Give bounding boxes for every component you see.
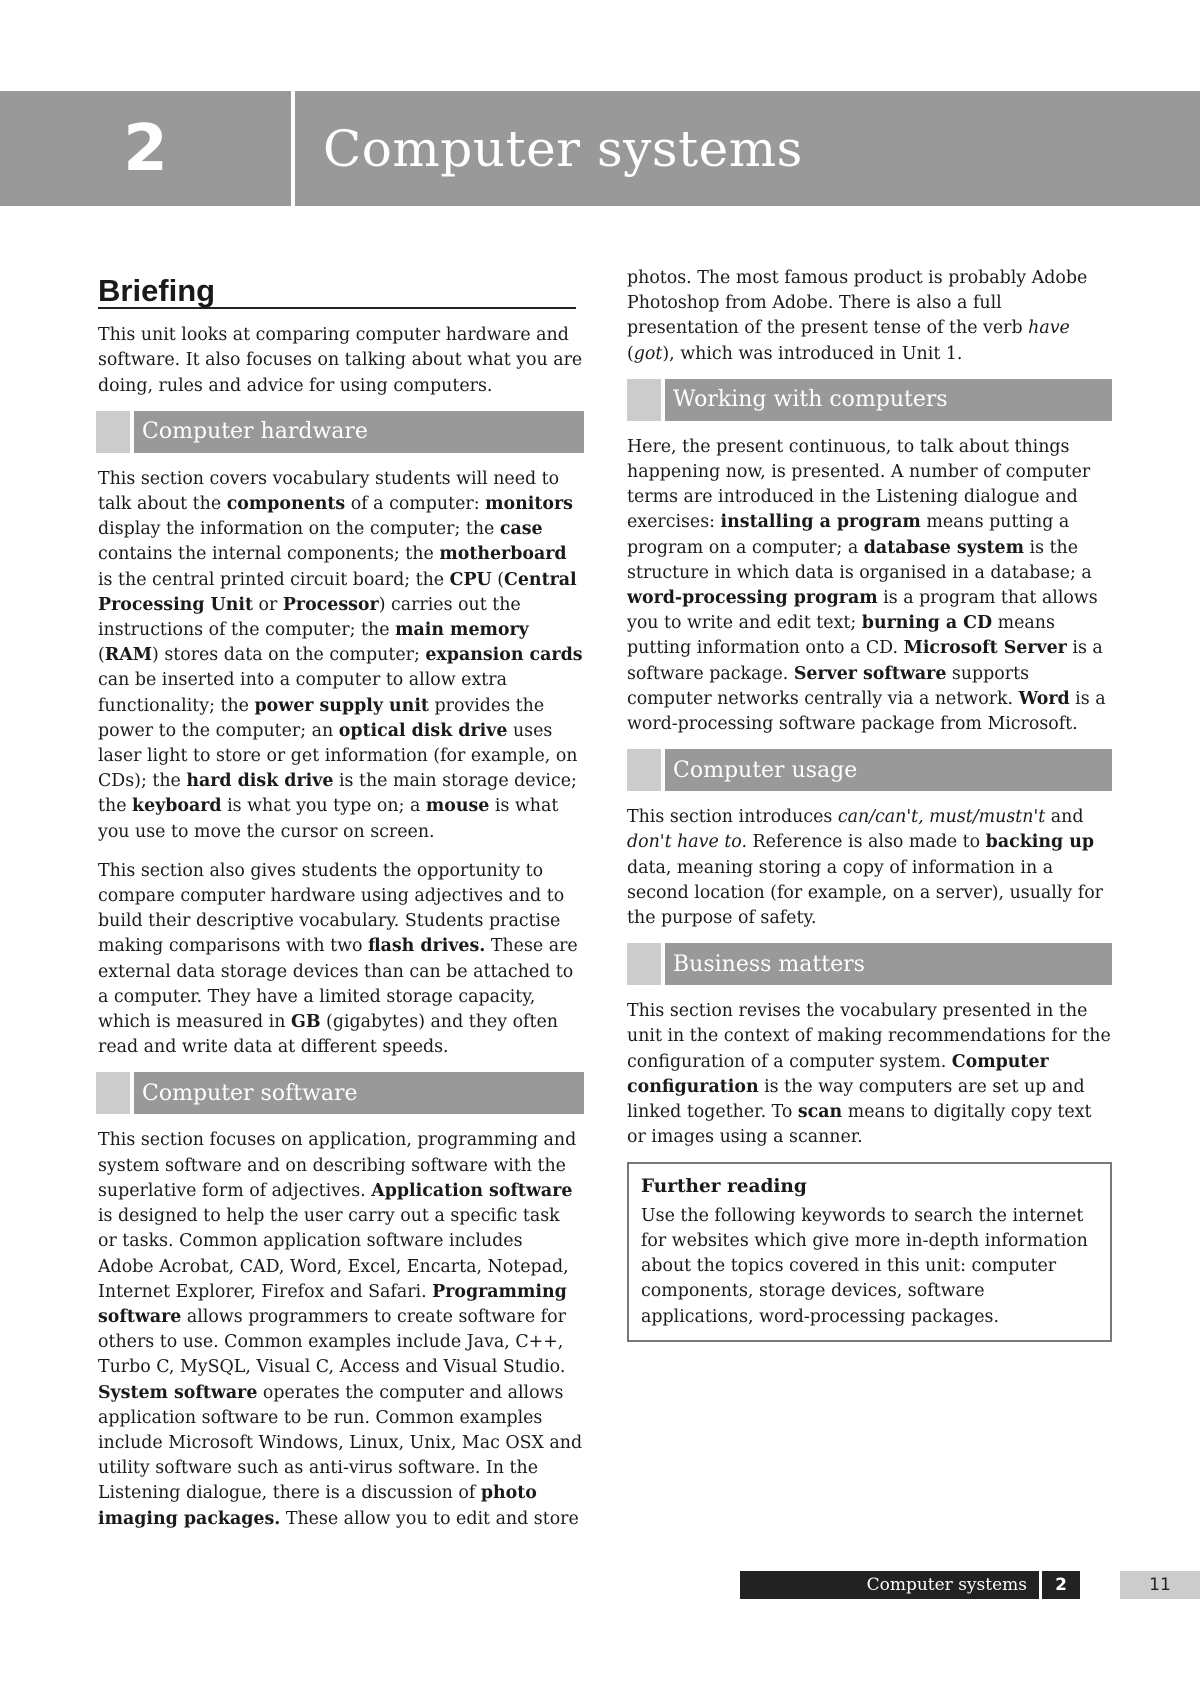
footer-chapter-number: 2	[1055, 1575, 1067, 1595]
further-reading-body: Use the following keywords to search the internet for websites which give more in-depth information about the topics covered in this unit: computer components, storage devices, software applications, word-processing packages.	[641, 1205, 1088, 1327]
page-number: 11	[1120, 1571, 1200, 1599]
left-column	[98, 273, 583, 1532]
section-label: Computer hardware	[134, 411, 584, 453]
section-header-working	[627, 379, 1112, 421]
section-header-usage	[627, 749, 1112, 791]
section-tab	[627, 749, 661, 791]
chapter-title: Computer systems	[323, 119, 803, 178]
section-tab	[96, 1072, 130, 1114]
section-tab	[627, 379, 661, 421]
further-reading-box	[627, 1162, 1112, 1341]
section-header-business	[627, 943, 1112, 985]
software-paragraph-continued: photos. The most famous product is probably Adobe Photoshop from Adobe. There is also a full presentation of the present tense of the verb have (got), which was introduced in Unit 1.	[627, 268, 1088, 364]
chapter-number: 2	[0, 91, 295, 206]
section-label: Business matters	[665, 943, 1112, 985]
footer-bar	[740, 1571, 1080, 1599]
right-column	[627, 266, 1112, 1342]
section-header-software	[96, 1072, 584, 1114]
working-paragraph-1: Here, the present continuous, to talk about things happening now, is presented. A number of computer terms are introduced in the Listening dialogue and exercises: installing a program means putting a program on a computer; a database system is the structure in which data is organised in a database; a word-processing program is a program that allows you to write and edit text; burning a CD means putting information onto a CD. Microsoft Server is a software package. Server software supports computer networks centrally via a network. Word is a word-processing software package from Microsoft.	[627, 436, 1106, 735]
section-label: Working with computers	[665, 379, 1112, 421]
hardware-paragraph-1: This section covers vocabulary students will need to talk about the components of a computer: monitors display the information on the computer; the case contains the internal components; the motherboard is the central printed circuit board; the CPU (Central Processing Unit or Processor) carries out the instructions of the computer; the main memory (RAM) stores data on the computer; expansion cards can be inserted into a computer to allow extra functionality; the power supply unit provides the power to the computer; an optical disk drive uses laser light to store or get information (for example, on CDs); the hard disk drive is the main storage device; the keyboard is what you type on; a mouse is what you use to move the cursor on screen.	[98, 468, 583, 842]
footer-title: Computer systems	[866, 1575, 1027, 1595]
software-paragraph-1: This section focuses on application, programming and system software and on describing software with the superlative form of adjectives. Application software is designed to help the user carry out a specific task or tasks. Common application software includes Adobe Acrobat, CAD, Word, Excel, Encarta, Notepad, Internet Explorer, Firefox and Safari. Programming software allows programmers to create software for others to use. Common examples include Java, C++, Turbo C, MySQL, Visual C, Access and Visual Studio. System software operates the computer and allows application software to be run. Common examples include Microsoft Windows, Linux, Unix, Mac OSX and utility software such as anti-virus software. In the Listening dialogue, there is a discussion of photo imaging packages. These allow you to edit and store	[98, 1130, 583, 1529]
section-tab	[96, 411, 130, 453]
further-reading-title: Further reading	[641, 1176, 807, 1198]
usage-paragraph-1: This section introduces can/can't, must/mustn't and don't have to. Reference is also made to backing up data, meaning storing a copy of information in a second location (for example, on a server), usually for the purpose of safety.	[627, 807, 1103, 929]
section-header-hardware	[96, 411, 584, 453]
section-tab	[627, 943, 661, 985]
briefing-intro: This unit looks at comparing computer hardware and software. It also focuses on talking about what you are doing, rules and advice for using computers.	[98, 325, 583, 396]
chapter-banner	[0, 91, 1200, 206]
hardware-paragraph-2: This section also gives students the opportunity to compare computer hardware using adjectives and to build their descriptive vocabulary. Students practise making comparisons with two flash drives. These are external data storage devices than can be attached to a computer. They have a limited storage capacity, which is measured in GB (gigabytes) and they often read and write data at different speeds.	[98, 860, 578, 1058]
section-label: Computer software	[134, 1072, 584, 1114]
briefing-heading: Briefing	[98, 278, 576, 309]
business-paragraph-1: This section revises the vocabulary presented in the unit in the context of making recommendations for the configuration of a computer system. Computer configuration is the way computers are set up and linked together. To scan means to digitally copy text or images using a scanner.	[627, 1001, 1111, 1148]
section-label: Computer usage	[665, 749, 1112, 791]
